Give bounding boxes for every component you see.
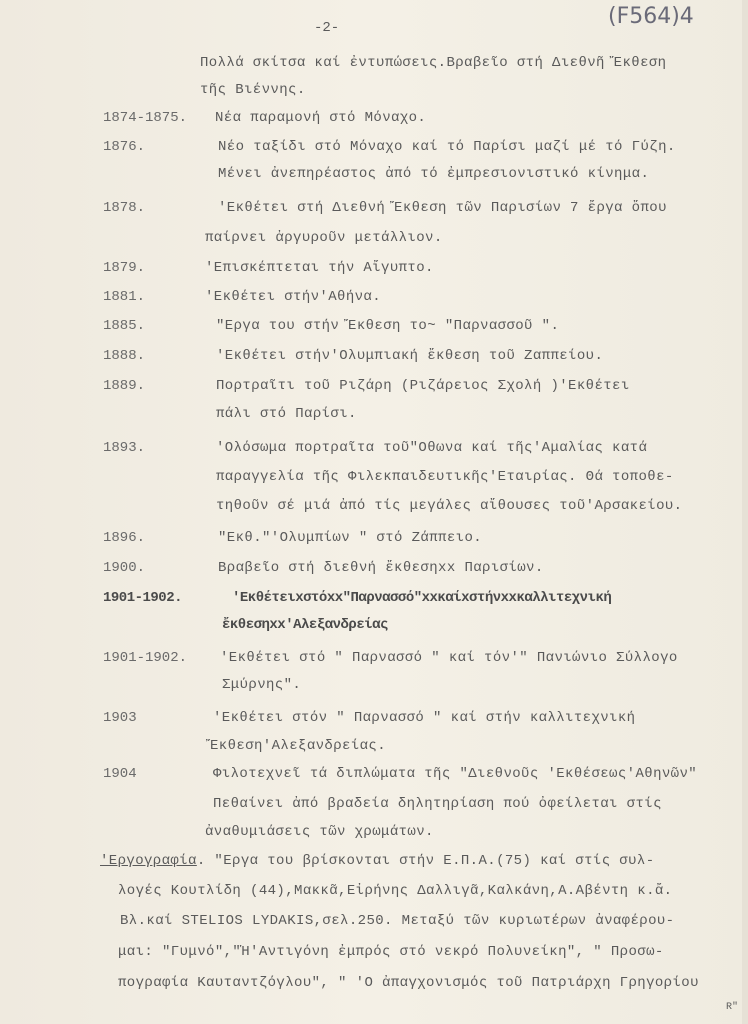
entry-text: "Εκθ."'Ολυμπίων " στό Ζάππειο. [218,530,483,546]
entry-text: Σμύρνης". [222,677,302,693]
entry-text: Πεθαίνει ἀπό βραδεία δηλητηρίαση πού ὀφείλεται στίς [213,796,662,812]
entry-date: 1879. [103,260,146,276]
intro-line: τῆς Βιέννης. [200,82,306,98]
entry-text: Φιλοτεχνεῖ τά διπλώματα τῆς "Διεθνοῦς 'Εκθέσεως'Αθηνῶν" [213,766,698,782]
entry-date: 1901-1902. [103,650,188,666]
intro-line: Πολλά σκίτσα καί ἐντυπώσεις.Βραβεῖο στή Διεθνῆ Ἔκθεση [200,55,667,71]
entry-text: Νέα παραμονή στό Μόναχο. [215,110,427,126]
entry-text: 'Επισκέπτεται τήν Αἴγυπτο. [205,260,434,276]
entry-text: τηθοῦν σέ μιά ἀπό τίς μεγάλες αἴθουσες τοῦ'Αρσακείου. [216,498,683,514]
entry-date: 1889. [103,378,146,394]
entry-text: Βραβεῖο στή διεθνή ἔκθεσηxx Παρισίων. [218,560,544,576]
struck-entry-date: 1901-1902. [103,590,183,606]
entry-text: Ἔκθεση'Αλεξανδρείας. [210,738,387,754]
footer-mark: R" [726,1002,739,1013]
ergografia-line: Βλ.καί STELIOS LYDAKIS,σελ.250. Μεταξύ τῶν κυριωτέρων ἀναφέρου- [120,913,675,929]
entry-text: ἀναθυμιάσεις τῶν χρωμάτων. [205,824,434,840]
entry-text: 'Ολόσωμα πορτραῖτα τοῦ"Οθωνα καί τῆς'Αμαλίας κατά [216,440,648,456]
entry-date: 1878. [103,200,146,216]
entry-text: "Εργα του στήν Ἔκθεση το~ "Παρνασσοῦ ". [216,318,560,334]
ergografia-line: πογραφία Καυταντζόγλου", " 'Ο ἀπαγχονισμός τοῦ Πατριάρχη Γρηγορίου [118,975,699,991]
entry-text: 'Εκθέτει στήν'Αθήνα. [205,289,382,305]
ergografia-line [100,853,655,869]
entry-date: 1893. [103,440,146,456]
entry-date: 1904 [103,766,137,782]
entry-text: Μένει ἀνεπηρέαστος ἀπό τό ἐμπρεσιονιστικό κίνημα. [218,166,650,182]
entry-date: 1888. [103,348,146,364]
entry-text: Πορτραῖτι τοῦ Ριζάρη (Ριζάρειος Σχολή )'Εκθέτει [216,378,630,394]
page-edge [742,0,748,1024]
ergografia-line: μαι: "Γυμνό","Ἡ'Αντιγόνη ἐμπρός στό νεκρό Πολυνείκη", " Προσω- [118,944,664,960]
entry-text: 'Εκθέτει στήν'Ολυμπιακή ἔκθεση τοῦ Ζαππείου. [216,348,604,364]
entry-date: 1885. [103,318,146,334]
ergografia-line: λογές Κουτλίδη (44),Μακκᾶ,Εἰρήνης Δαλλιγᾶ,Καλκάνη,Α.Αβέντη κ.ἄ. [118,883,673,899]
handwritten-archive-mark: (F564)4 [608,4,694,29]
entry-text: 'Εκθέτει στό " Παρνασσό " καί τόν'" Πανιώνιο Σύλλογο [220,650,678,666]
entry-text: Νέο ταξίδι στό Μόναχο καί τό Παρίσι μαζί μέ τό Γύζη. [218,139,676,155]
entry-date: 1874-1875. [103,110,188,126]
ergografia-heading: 'Εργογραφία [100,853,197,869]
entry-text: παραγγελία τῆς Φιλεκπαιδευτικῆς'Εταιρίας. Θά τοποθε- [216,469,674,485]
entry-text: πάλι στό Παρίσι. [216,406,357,422]
entry-date: 1900. [103,560,146,576]
page-number: -2- [314,20,340,36]
struck-entry-text: 'Εκθέτειxστόxx"Παρνασσό"xxκαίxστήνxxκαλλιτεχνική [232,590,612,606]
struck-entry-text: ἔκθεσηxx'Αλεξανδρείας [222,617,388,633]
ergografia-text: . "Εργα του βρίσκονται στήν Ε.Π.Α.(75) καί στίς συλ- [196,853,655,869]
entry-date: 1881. [103,289,146,305]
entry-date: 1896. [103,530,146,546]
entry-text: 'Εκθέτει στόν " Παρνασσό " καί στήν καλλιτεχνική [213,710,636,726]
entry-text: παίρνει ἀργυροῦν μετάλλιον. [205,230,443,246]
entry-text: 'Εκθέτει στή Διεθνή Ἔκθεση τῶν Παρισίων 7 ἔργα ὅπου [218,200,667,216]
entry-date: 1903 [103,710,137,726]
entry-date: 1876. [103,139,146,155]
